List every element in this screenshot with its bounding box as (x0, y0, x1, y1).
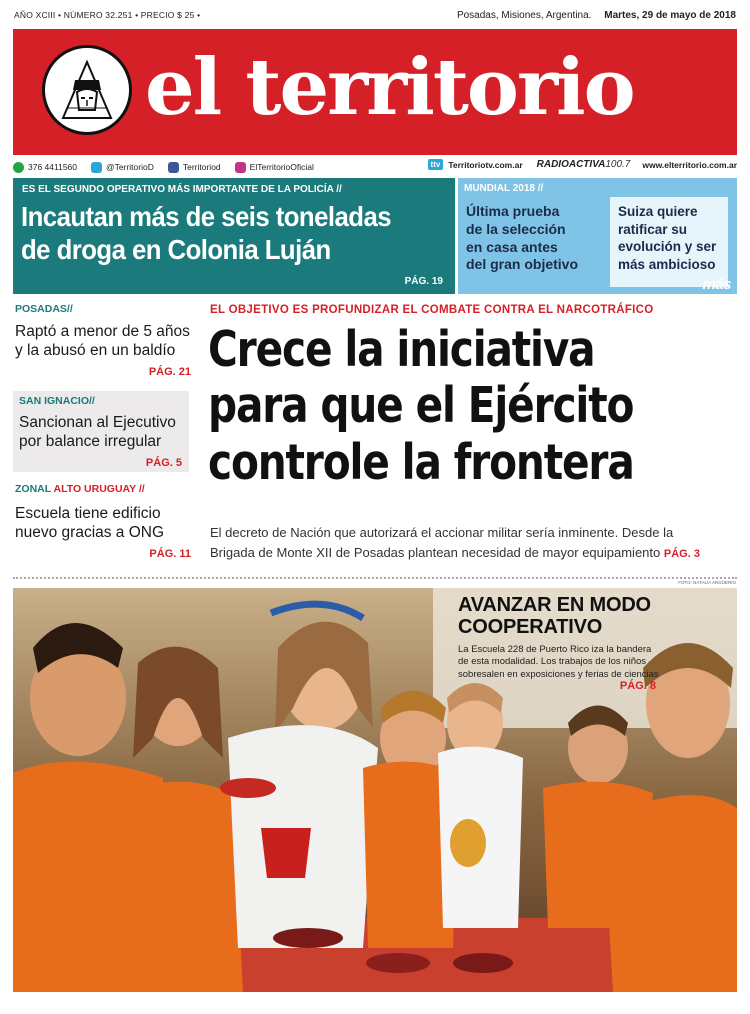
story-headline (15, 322, 191, 361)
newspaper-logo (42, 45, 132, 135)
whatsapp-contact[interactable] (13, 162, 77, 173)
mundial-section[interactable] (458, 178, 737, 294)
headline-line: para que el Ejército (208, 377, 634, 435)
instagram-icon (235, 162, 246, 173)
facebook-contact[interactable] (168, 162, 221, 173)
alto-uruguay-story[interactable] (15, 483, 191, 560)
story-kicker: ES EL SEGUNDO OPERATIVO MÁS IMPORTANTE DE LA POLICÍA // (22, 184, 342, 195)
instagram-contact[interactable] (235, 162, 314, 173)
subhead-line: sobresalen en exposiciones y ferias de ciencias (458, 668, 659, 680)
story-kicker (15, 483, 191, 495)
text-line: evolución y ser (618, 239, 717, 255)
twitter-icon (91, 162, 102, 173)
title-line: AVANZAR EN MODO (458, 594, 651, 616)
twitter-handle: @TerritorioD (106, 162, 154, 172)
posadas-story[interactable] (15, 303, 191, 378)
main-story-subhead (210, 523, 738, 562)
text-line: más ambicioso (618, 256, 716, 272)
logo-emblem-icon (45, 48, 129, 132)
cooperative-photo-story[interactable] (13, 588, 737, 992)
headline-line: de droga en Colonia Luján (21, 234, 331, 266)
twitter-contact[interactable] (91, 162, 154, 173)
story-headline (15, 504, 191, 543)
story-kicker: SAN IGNACIO// (19, 395, 95, 407)
headline-line: nuevo gracias a ONG (15, 524, 165, 542)
media-links (428, 159, 737, 170)
text-line: ratificar su (618, 221, 688, 237)
story-headline (21, 200, 417, 266)
section-divider (13, 577, 737, 579)
masthead (13, 29, 737, 155)
headline-line: Incautan más de seis toneladas (21, 201, 391, 232)
headline-line: por balance irregular (19, 433, 162, 451)
radio-frequency: 100.7 (605, 159, 631, 170)
mundial-story-right (610, 197, 728, 287)
photo-credit: FOTO: NATALIA ARGÜERIO (678, 580, 736, 585)
whatsapp-icon (13, 162, 24, 173)
page-ref: PÁG. 5 (145, 457, 182, 469)
section-kicker: MUNDIAL 2018 // (464, 183, 544, 194)
edition-info: AÑO XCIII • NÚMERO 32.251 • PRECIO $ 25 • (14, 10, 201, 20)
masthead-title: el territorio (145, 42, 634, 133)
page-ref: PÁG. 8 (619, 680, 656, 692)
whatsapp-number: 376 4411560 (28, 162, 78, 172)
photo-story-text (458, 594, 734, 681)
main-headline[interactable] (208, 322, 648, 491)
tv-logo-icon: ttv (428, 159, 444, 170)
photo-story-subhead (458, 644, 734, 681)
text-line: del gran objetivo (466, 256, 579, 273)
radio-name: RADIOACTIVA (536, 159, 606, 170)
kicker-region: ALTO URUGUAY // (53, 483, 145, 495)
headline-line: Crece la iniciativa (208, 321, 595, 378)
headline-line: y la abusó en un baldío (15, 342, 176, 360)
title-line: COOPERATIVO (458, 616, 603, 638)
website-link[interactable]: www.elterritorio.com.ar (642, 159, 737, 170)
subhead-line: La Escuela 228 de Puerto Rico iza la bandera (458, 644, 652, 655)
drug-seizure-story[interactable] (13, 178, 455, 294)
headline-line: controle la frontera (208, 433, 634, 491)
subhead-line: El decreto de Nación que autorizará el accionar militar sería inminente. Desde la (210, 525, 674, 540)
radio-brand[interactable] (537, 159, 631, 170)
page-ref: PÁG. 3 (663, 547, 700, 560)
photo-story-title (458, 594, 734, 638)
headline-line: Escuela tiene edificio (15, 505, 161, 522)
social-bar (13, 158, 737, 176)
mundial-story-left (466, 203, 608, 274)
page-ref: PÁG. 21 (148, 365, 191, 378)
page-ref: PÁG. 11 (149, 547, 191, 560)
main-story-kicker: EL OBJETIVO ES PROFUNDIZAR EL COMBATE CONTRA EL NARCOTRÁFICO (210, 304, 654, 316)
text-line: de la selección (466, 220, 566, 237)
instagram-handle: ElTerritorioOficial (249, 162, 314, 172)
story-kicker: POSADAS// (15, 303, 73, 315)
facebook-handle: Territoriod (182, 162, 221, 172)
text-line: en casa antes (466, 238, 558, 255)
mas-logo: más (702, 276, 731, 293)
headline-line: Raptó a menor de 5 años (15, 323, 190, 340)
subhead-line: de esta modalidad. Los trabajos de los niños (458, 656, 647, 668)
san-ignacio-story[interactable] (13, 391, 189, 472)
issue-date: Martes, 29 de mayo de 2018 (604, 10, 736, 21)
subhead-line: Brigada de Monte XII de Posadas plantean necesidad de mayor equipamiento (210, 544, 661, 560)
text-line: Última prueba (466, 203, 560, 219)
story-headline (19, 413, 176, 452)
tv-site-link[interactable]: Territoriotv.com.ar (448, 159, 523, 170)
page-ref: PÁG. 19 (404, 276, 443, 287)
dateline (457, 10, 736, 21)
headline-line: Sancionan al Ejecutivo (19, 414, 176, 431)
location: Posadas, Misiones, Argentina. (456, 10, 592, 21)
kicker-zonal: ZONAL (15, 483, 51, 495)
text-line: Suiza quiere (618, 204, 698, 219)
facebook-icon (168, 162, 179, 173)
